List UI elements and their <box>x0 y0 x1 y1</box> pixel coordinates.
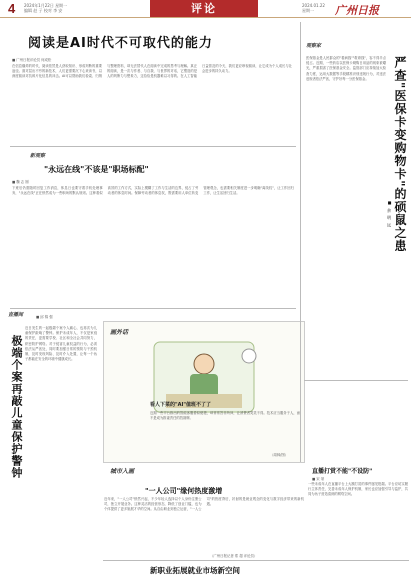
left-body-continued <box>10 548 98 584</box>
right-body: 医保基金是人民群众的"看病钱""救命钱"，容不得半点侵占。近期，一些药店以医保卡刷购日用品的现象被曝光，严重损害了医保基金安全。监管部门应持续加大检查力度，运用大数据等手段精准识别违规行为，对违法违规者依法严惩，守护好每一分医保基金。 <box>306 56 386 81</box>
bottom-subhead: 新职业拓展就业市场新空间 <box>150 566 240 575</box>
page-number: 4 <box>8 1 16 16</box>
newspaper-logo: 广州日报 <box>335 4 379 17</box>
bottom-author: （广州日报记者 郑 超 评论员） <box>210 554 258 558</box>
divider <box>304 380 408 381</box>
header-date: 2024年1月22日 星期一 编辑 赵 子 校对 李 安 <box>24 3 68 13</box>
right-vertical-headline: 严查"医保卡变购物卡"的硕鼠之患 <box>393 56 407 253</box>
cartoon-body: 近期一些平台推出的智能客服看似便捷，却常常答非所问，让消费者哭笑不得。技术应当服务于人，而不是成为推诿责任的挡箭牌。 <box>150 411 300 421</box>
right-tag: 观察家 <box>306 43 322 49</box>
lead-headline: 阅读是AI时代不可取代的能力 <box>28 36 213 51</box>
divider <box>10 308 296 309</box>
column-divider <box>300 22 301 462</box>
right-vertical-byline: ■ 余 明 远 <box>387 200 392 228</box>
cartoon-author: （周林/图） <box>270 453 289 457</box>
left-byline: ■ 邱 锦 强 <box>36 315 53 319</box>
lead-byline: ■ 广州日报评论员 何成松 <box>12 58 52 62</box>
bottom-tag: 城市入画 <box>110 468 135 475</box>
left-vertical-headline: 极端个案再敲儿童保护警钟 <box>10 335 23 479</box>
middle-body: 下班后仍需随时回复工作消息，休息日也要守着手机处理事务，"永远在线"正在悄然成为一些职场的默认规则。这种看似高效的工作方式，实际上模糊了工作与生活的边界，侵占了劳动者的休息时间。保障劳动者的休息权，既需要用人单位转变管理观念，也需要相关制度进一步明确"离线权"，让工作回归工作，让生活回归生活。 <box>12 186 294 196</box>
right-box-headline: 直播打赏不能"不设防" <box>312 468 373 475</box>
divider <box>103 560 409 561</box>
middle-byline: ■ 魏 志 刚 <box>12 180 29 184</box>
middle-tag: 新观察 <box>30 153 46 159</box>
left-tag: 直播间 <box>8 312 24 318</box>
bottom-subhead-body <box>104 576 409 587</box>
divider <box>10 146 296 147</box>
right-box-body: 一些未成年人在直播平台上大额打赏的事件屡见报端。平台应切实履行主体责任，完善未成年人保护机制，家长也应加强引导与监护，共同为孩子营造清朗的网络空间。 <box>308 482 408 497</box>
section-banner: 评论 <box>150 0 258 17</box>
bottom-body: 近年来，"一人公司"悄然兴起，不少年轻人选择以个人身份注册公司，独立开展业务。这种灵活的经营形态，降低了创业门槛，也为个体提供了更多施展才华的空间。从自由职业到独立运营，"一人公司"的热度背后，折射的是就业观念的变化与数字经济带来的新机遇。 <box>104 497 304 512</box>
cartoon-caption: 看人下菜的"AI"值班不了了 <box>150 402 211 408</box>
bottom-headline: "一人公司"缘何热度激增 <box>145 487 223 495</box>
right-box-byline: ■ 宋 颂 <box>312 477 325 481</box>
cartoon-tag: 画外话 <box>110 329 129 336</box>
left-body: 近日发生的一起极端个案令人痛心，也再次为儿童保护敲响了警钟。保护未成年人，不仅是家庭的责任，更需要学校、社区和全社会共同努力，织密防护网络。对于侵害儿童权益的行为，必须依法从严惩处，同时要加强日常的预防与干预机制，及时发现风险、及时介入处置，让每一个孩子都能在安全的环境中健康成长。 <box>25 326 97 362</box>
lead-body: 在信息爆炸的时代，阅读依然是人获取知识、形成判断的重要途径。面对层出不穷的新技术，人们更需要沉下心来读书，以深度阅读对抗碎片化信息的冲击。AI可以帮助我们检索、归纳与整理资料，却无法替代人在阅读中完成的思考与理解。真正的阅读，是一次与作者、与自我、与世界的对话，它塑造的是人的判断力与想象力，这恰恰是机器难以习得的。在人工智能日益普及的今天，我们更应珍视阅读，让它成为个人成长与社会进步的持久动力。 <box>12 64 292 79</box>
header-side-date: 2024.01.22 星期一 <box>302 3 325 13</box>
middle-headline: "永远在线"不该是"职场标配" <box>44 165 149 174</box>
